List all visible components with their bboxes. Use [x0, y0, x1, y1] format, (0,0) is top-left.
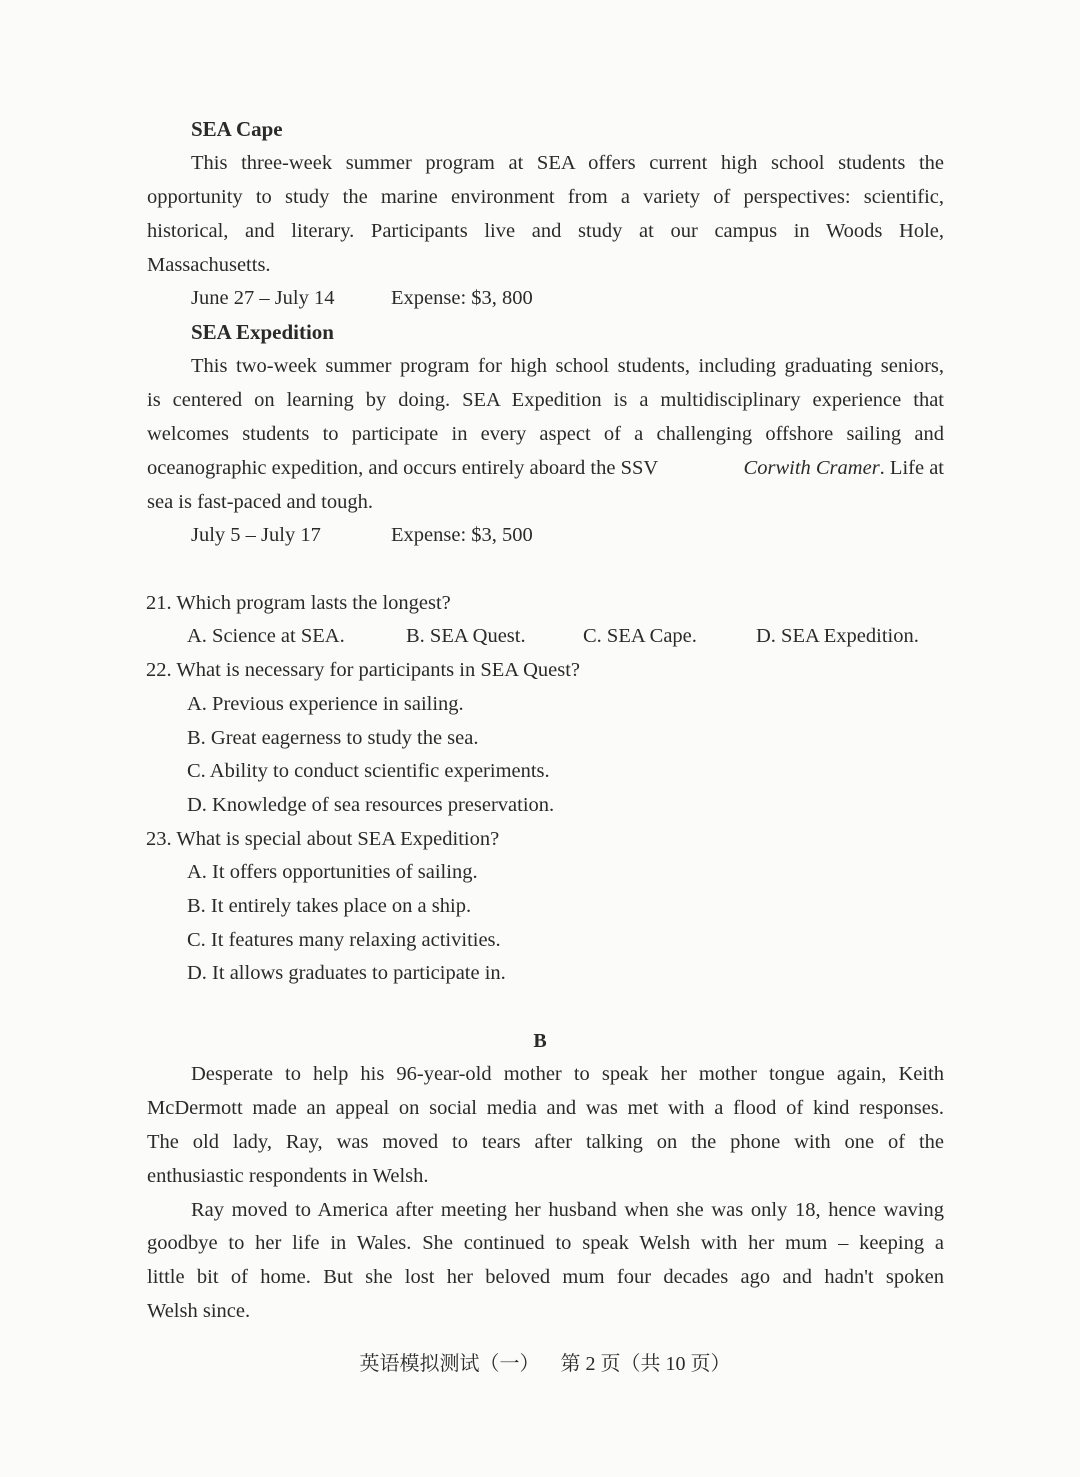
question-23-option-d: D. It allows graduates to participate in. — [187, 962, 506, 984]
sea-expedition-heading: SEA Expedition — [191, 320, 334, 344]
section-b-label: B — [533, 1030, 547, 1052]
section-b-para2-line: little bit of home. But she lost her beloved mum four decades ago and hadn't spoken — [147, 1266, 944, 1288]
sea-expedition-dates: July 5 – July 17 — [191, 524, 321, 546]
sea-cape-text-line: Massachusetts. — [147, 254, 271, 276]
question-22-option-c: C. Ability to conduct scientific experiments. — [187, 760, 550, 782]
sea-cape-dates: June 27 – July 14 — [191, 287, 335, 309]
sea-expedition-schedule — [191, 518, 533, 552]
question-22-option-b: B. Great eagerness to study the sea. — [187, 727, 479, 749]
section-b-para2-line: Ray moved to America after meeting her husband when she was only 18, hence waving — [191, 1199, 944, 1221]
section-b-para2-line: Welsh since. — [147, 1300, 251, 1322]
question-21-option-b: B. SEA Quest. — [406, 625, 526, 647]
question-22-stem: 22. What is necessary for participants in SEA Quest? — [146, 659, 581, 681]
sea-expedition-text-line: welcomes students to participate in every aspect of a challenging offshore sailing and — [147, 423, 944, 445]
sea-expedition-line4-start: oceanographic expedition, and occurs entirely aboard the SSV — [147, 457, 663, 479]
question-22-option-a: A. Previous experience in sailing. — [187, 693, 464, 715]
footer-exam-title: 英语模拟测试（一） — [359, 1353, 540, 1375]
sea-expedition-expense: Expense: $3, 500 — [391, 524, 533, 546]
sea-cape-text-line: historical, and literary. Participants live and study at our campus in Woods Hole, — [147, 220, 944, 242]
sea-cape-expense: Expense: $3, 800 — [391, 287, 533, 309]
footer-page-number: 第 2 页（共 10 页） — [560, 1353, 731, 1375]
section-b-para1-line: enthusiastic respondents in Welsh. — [147, 1165, 429, 1187]
question-23-option-b: B. It entirely takes place on a ship. — [187, 895, 472, 917]
question-22-option-d: D. Knowledge of sea resources preservation. — [187, 794, 555, 816]
sea-expedition-line4-end: . Life at — [879, 457, 944, 479]
question-21-option-d: D. SEA Expedition. — [756, 625, 919, 647]
question-23-option-c: C. It features many relaxing activities. — [187, 929, 501, 951]
sea-expedition-text-line — [147, 451, 944, 485]
page-footer — [0, 1349, 1080, 1379]
question-23-stem: 23. What is special about SEA Expedition? — [146, 828, 500, 850]
sea-expedition-text-line: sea is fast-paced and tough. — [147, 491, 373, 513]
section-b-para1-line: McDermott made an appeal on social media and was met with a flood of kind responses. — [147, 1097, 944, 1119]
question-21-stem: 21. Which program lasts the longest? — [146, 592, 451, 614]
sea-cape-text-line: This three-week summer program at SEA offers current high school students the — [191, 152, 944, 174]
question-23-option-a: A. It offers opportunities of sailing. — [187, 861, 478, 883]
sea-cape-schedule — [191, 281, 533, 315]
section-b-para1-line: The old lady, Ray, was moved to tears after talking on the phone with one of the — [147, 1131, 944, 1153]
sea-cape-heading: SEA Cape — [191, 117, 283, 141]
sea-expedition-text-line: is centered on learning by doing. SEA Expedition is a multidisciplinary experience that — [147, 389, 944, 411]
ship-name: Corwith Cramer — [743, 457, 880, 479]
section-b-para2-line: goodbye to her life in Wales. She continued to speak Welsh with her mum – keeping a — [147, 1232, 944, 1254]
question-21-option-a: A. Science at SEA. — [187, 625, 345, 647]
sea-expedition-text-line: This two-week summer program for high school students, including graduating seniors, — [191, 355, 944, 377]
sea-cape-text-line: opportunity to study the marine environment from a variety of perspectives: scientific, — [147, 186, 944, 208]
question-21-option-c: C. SEA Cape. — [583, 625, 697, 647]
section-b-para1-line: Desperate to help his 96-year-old mother to speak her mother tongue again, Keith — [191, 1063, 944, 1085]
